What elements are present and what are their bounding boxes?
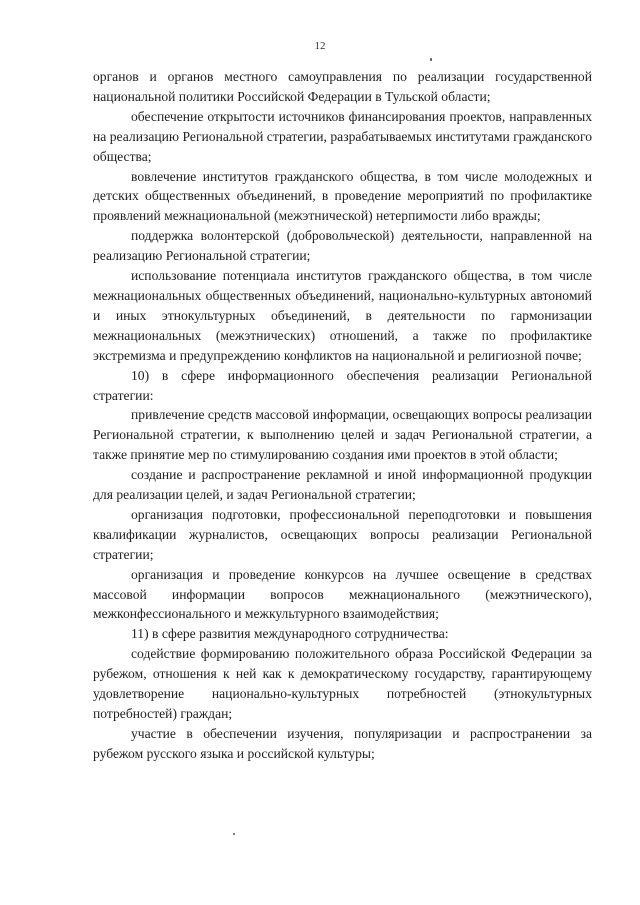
paragraph: поддержка волонтерской (добровольческой) деятельности, направленной на реализацию Региональной стратегии; [93,228,592,264]
paragraph: использование потенциала институтов гражданского общества, в том числе межнациональных общественных объединений, национально-культурных автономий и иных этнокультурных объединений, в деятельности по гармонизации межнациональных (межэтнических) отношений, а также по профилактике экстремизма и предупреждению конфликтов на национальной и религиозной почве; [93,268,592,363]
paragraph: обеспечение открытости источников финансирования проектов, направленных на реализацию Региональной стратегии, разрабатываемых институтами гражданского общества; [93,108,592,164]
paragraph: организация подготовки, профессиональной переподготовки и повышения квалификации журналистов, освещающих вопросы реализации Региональной стратегии; [93,506,592,562]
paragraph: органов и органов местного самоуправления по реализации государственной национальной политики Российской Федерации в Тульской области; [93,69,592,104]
paragraph: организация и проведение конкурсов на лучшее освещение в средствах массовой информации вопросов межнационального (межэтнического), межконфессионального и межкультурного взаимодействия; [93,566,592,622]
scan-speck [430,58,432,61]
paragraph: содействие формированию положительного образа Российской Федерации за рубежом, отношения к ней как к демократическому государству, гарантирующему удовлетворение национально-культурных потребностей (этнокультурных потребностей) граждан; [93,646,592,721]
page-number: 12 [314,40,326,52]
document-body [93,67,592,764]
paragraph: привлечение средств массовой информации, освещающих вопросы реализации Региональной стратегии, к выполнению целей и задач Региональной стратегии, а также принятие мер по стимулированию создания ими проектов в этой области; [93,407,592,463]
paragraph: вовлечение институтов гражданского общества, в том числе молодежных и детских общественных объединений, в проведение мероприятий по профилактике проявлений межнациональной (межэтнической) нетерпимости либо вражды; [93,168,592,224]
paragraph: 11) в сфере развития международного сотрудничества: [131,626,449,642]
paragraph: участие в обеспечении изучения, популяризации и распространении за рубежом русского языка и российской культуры; [93,725,592,761]
paragraph: 10) в сфере информационного обеспечения реализации Региональной стратегии: [93,367,592,403]
scan-speck [233,833,235,835]
paragraph: создание и распространение рекламной и иной информационной продукции для реализации целей, и задач Региональной стратегии; [93,467,592,503]
